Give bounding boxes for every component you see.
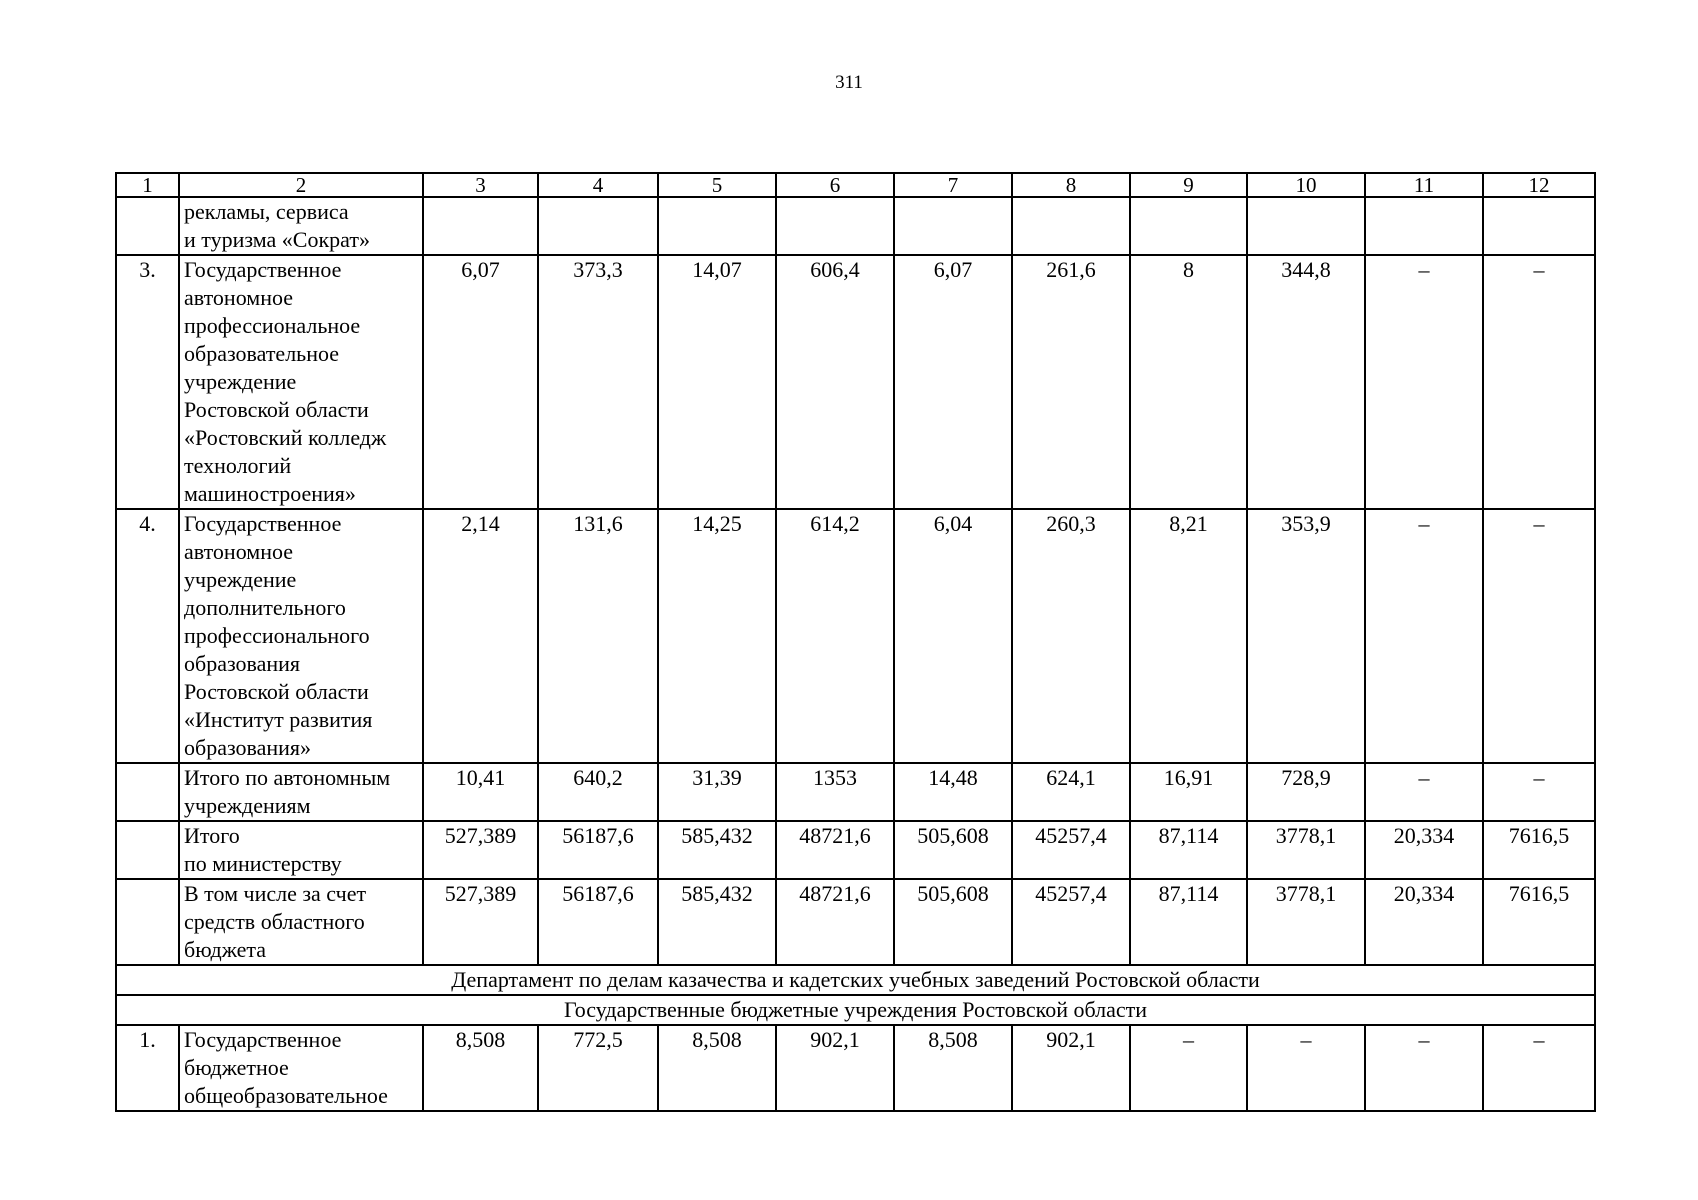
section-header: Департамент по делам казачества и кадетских учебных заведений Ростовской области [116, 965, 1595, 995]
table-cell: 8,508 [423, 1025, 538, 1111]
table-cell: 772,5 [538, 1025, 658, 1111]
table-cell: 640,2 [538, 763, 658, 821]
institution-name: Итого по министерству [179, 821, 423, 879]
column-header: 7 [894, 173, 1012, 197]
table-cell: 7616,5 [1483, 879, 1595, 965]
table-cell: 344,8 [1247, 255, 1365, 509]
table-cell: 31,39 [658, 763, 776, 821]
row-number [116, 763, 179, 821]
table-cell: – [1483, 509, 1595, 763]
table-cell: – [1247, 1025, 1365, 1111]
table-cell: 505,608 [894, 821, 1012, 879]
table-cell: – [1483, 763, 1595, 821]
table-cell: – [1365, 763, 1483, 821]
table-cell: 606,4 [776, 255, 894, 509]
row-number: 3. [116, 255, 179, 509]
table-cell: – [1365, 255, 1483, 509]
table-cell [1247, 197, 1365, 255]
column-header: 3 [423, 173, 538, 197]
institution-name: рекламы, сервиса и туризма «Сократ» [179, 197, 423, 255]
column-header: 12 [1483, 173, 1595, 197]
table-cell: 505,608 [894, 879, 1012, 965]
table-cell: 14,48 [894, 763, 1012, 821]
table-row [116, 1025, 1595, 1111]
table-cell: 902,1 [776, 1025, 894, 1111]
table-row [116, 255, 1595, 509]
column-header: 5 [658, 173, 776, 197]
table-cell: 56187,6 [538, 879, 658, 965]
table-row [116, 821, 1595, 879]
table-cell [1012, 197, 1130, 255]
table-cell: 261,6 [1012, 255, 1130, 509]
table-cell: – [1483, 1025, 1595, 1111]
table-cell: 56187,6 [538, 821, 658, 879]
row-number [116, 197, 179, 255]
table-row [116, 763, 1595, 821]
table-cell: 20,334 [1365, 879, 1483, 965]
table-cell: 6,04 [894, 509, 1012, 763]
column-number-row [116, 173, 1595, 197]
table-cell: 2,14 [423, 509, 538, 763]
table-cell: 260,3 [1012, 509, 1130, 763]
section-row [116, 965, 1595, 995]
table-cell: 14,07 [658, 255, 776, 509]
table-cell: 8,508 [658, 1025, 776, 1111]
table-cell [1130, 197, 1247, 255]
table-cell: 131,6 [538, 509, 658, 763]
table-cell: 45257,4 [1012, 879, 1130, 965]
column-header: 11 [1365, 173, 1483, 197]
table-cell: 48721,6 [776, 879, 894, 965]
table-cell: 614,2 [776, 509, 894, 763]
table-cell: 373,3 [538, 255, 658, 509]
table-cell: 87,114 [1130, 879, 1247, 965]
table-cell: 353,9 [1247, 509, 1365, 763]
table-row [116, 197, 1595, 255]
page-number: 311 [835, 72, 863, 93]
table-cell: 8,21 [1130, 509, 1247, 763]
institution-name: Итого по автономным учреждениям [179, 763, 423, 821]
column-header: 10 [1247, 173, 1365, 197]
table-cell: 527,389 [423, 879, 538, 965]
column-header: 6 [776, 173, 894, 197]
table-cell: 45257,4 [1012, 821, 1130, 879]
institution-name: В том числе за счет средств областного бюджета [179, 879, 423, 965]
column-header: 2 [179, 173, 423, 197]
column-header: 1 [116, 173, 179, 197]
table-cell: 3778,1 [1247, 879, 1365, 965]
row-number: 1. [116, 1025, 179, 1111]
table-cell: 14,25 [658, 509, 776, 763]
table-row [116, 509, 1595, 763]
institution-name: Государственное автономное учреждение дополнительного профессионального образования Ростовской области «Институт развития образования» [179, 509, 423, 763]
budget-table [115, 172, 1596, 1112]
table-cell: 7616,5 [1483, 821, 1595, 879]
table-cell: 6,07 [894, 255, 1012, 509]
table-cell [776, 197, 894, 255]
section-row [116, 995, 1595, 1025]
table-cell: 902,1 [1012, 1025, 1130, 1111]
table-cell [658, 197, 776, 255]
table-cell [538, 197, 658, 255]
table-cell: – [1130, 1025, 1247, 1111]
section-header: Государственные бюджетные учреждения Ростовской области [116, 995, 1595, 1025]
table-cell: 16,91 [1130, 763, 1247, 821]
table-cell: 624,1 [1012, 763, 1130, 821]
table-cell: – [1365, 509, 1483, 763]
table-cell: – [1365, 1025, 1483, 1111]
table-cell: 6,07 [423, 255, 538, 509]
institution-name: Государственное бюджетное общеобразовательное [179, 1025, 423, 1111]
table-cell [1365, 197, 1483, 255]
table-cell [1483, 197, 1595, 255]
table-cell: 20,334 [1365, 821, 1483, 879]
table-cell: 3778,1 [1247, 821, 1365, 879]
table-cell [423, 197, 538, 255]
table-cell: 585,432 [658, 879, 776, 965]
table-cell [894, 197, 1012, 255]
table-cell: 8 [1130, 255, 1247, 509]
row-number [116, 879, 179, 965]
table-cell: 10,41 [423, 763, 538, 821]
table-cell: 8,508 [894, 1025, 1012, 1111]
table-cell: 585,432 [658, 821, 776, 879]
institution-name: Государственное автономное профессиональное образовательное учреждение Ростовской области «Ростовский колледж технологий машиностроения» [179, 255, 423, 509]
table-cell: 48721,6 [776, 821, 894, 879]
column-header: 4 [538, 173, 658, 197]
table-cell: 87,114 [1130, 821, 1247, 879]
row-number [116, 821, 179, 879]
table-cell: 1353 [776, 763, 894, 821]
table-cell: – [1483, 255, 1595, 509]
table-cell: 728,9 [1247, 763, 1365, 821]
table-row [116, 879, 1595, 965]
column-header: 9 [1130, 173, 1247, 197]
column-header: 8 [1012, 173, 1130, 197]
row-number: 4. [116, 509, 179, 763]
table-cell: 527,389 [423, 821, 538, 879]
